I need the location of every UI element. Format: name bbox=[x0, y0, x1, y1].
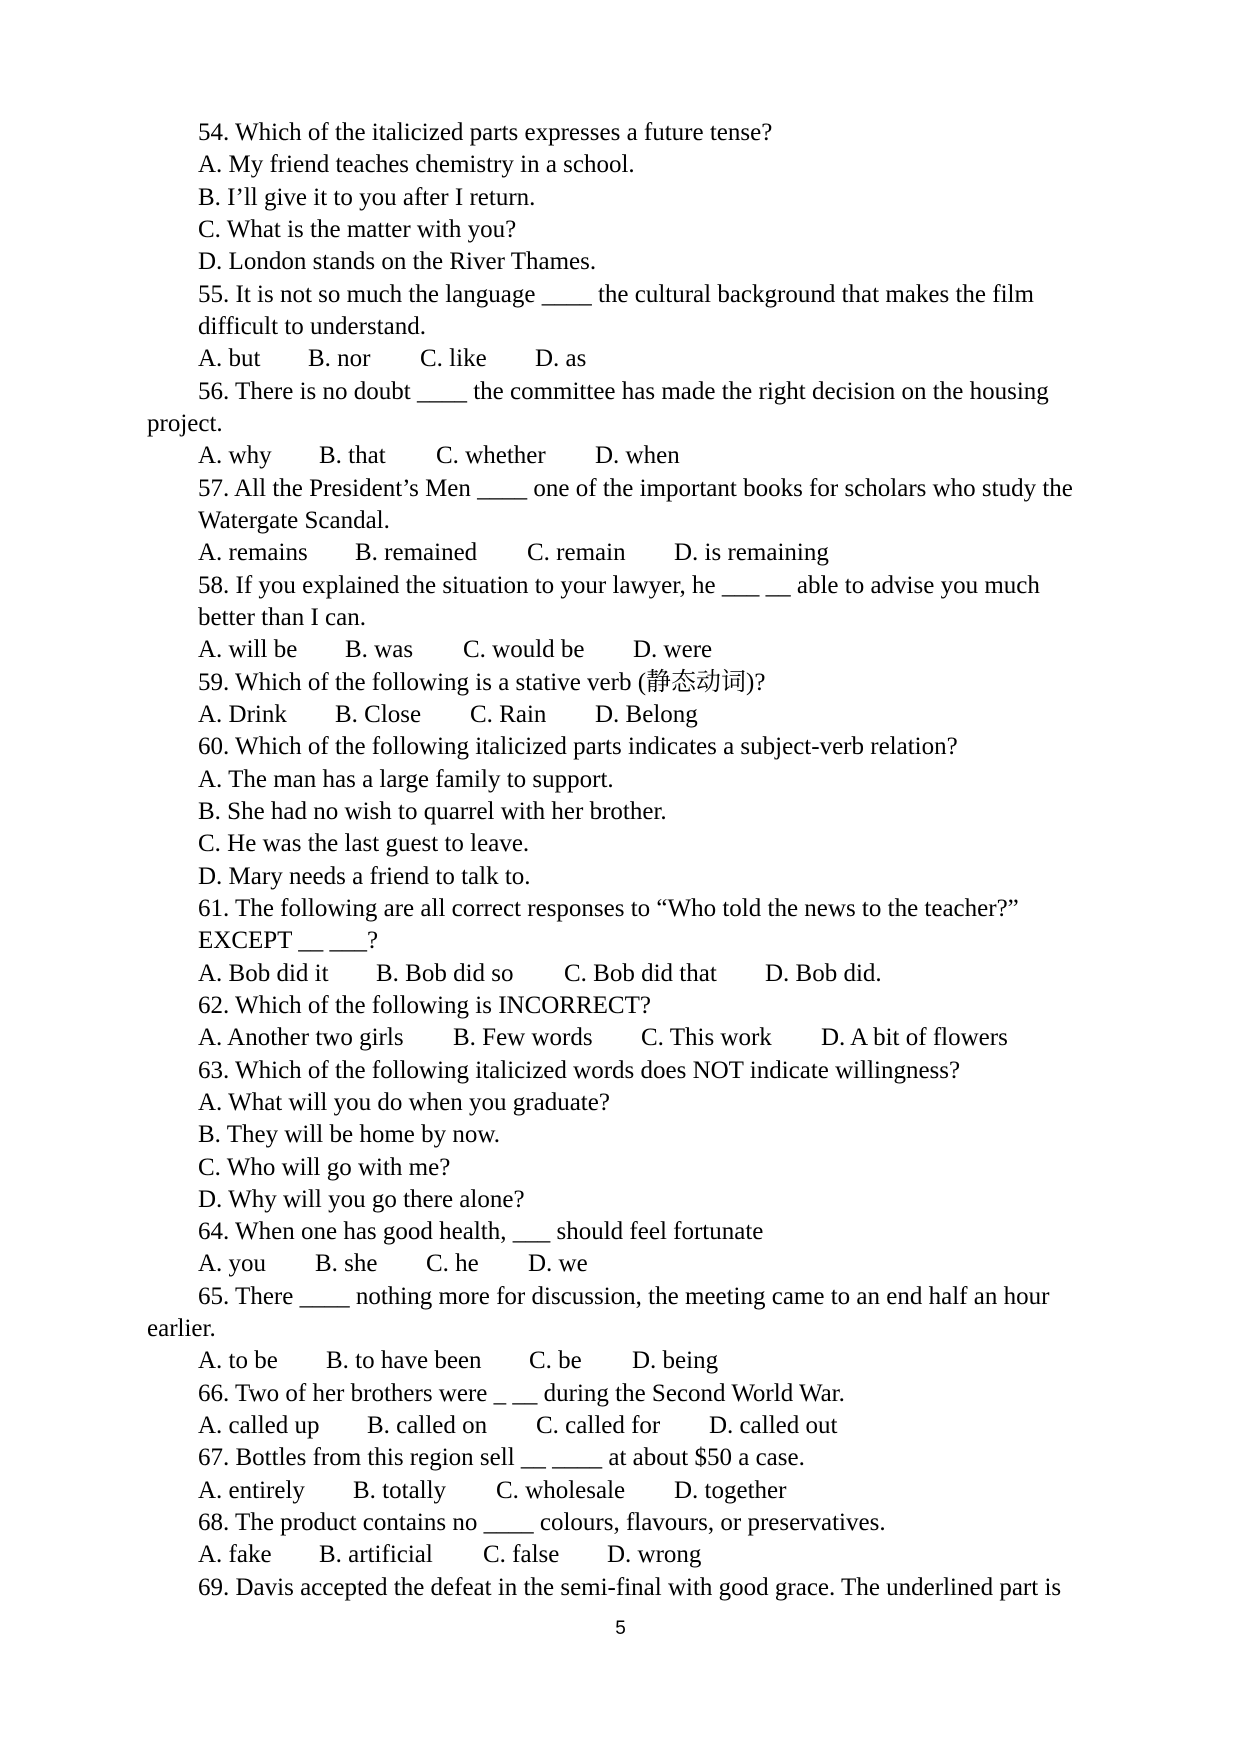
question-61-option-a: A. Bob did it bbox=[198, 959, 329, 987]
question-64-option-c: C. he bbox=[426, 1250, 479, 1278]
question-62 bbox=[198, 990, 1218, 1055]
question-61 bbox=[198, 893, 1218, 990]
question-59-stem-line-1: 59. Which of the following is a stative verb (静态动词)? bbox=[198, 668, 766, 696]
question-63-stem-line-1: 63. Which of the following italicized words does NOT indicate willingness? bbox=[198, 1056, 961, 1084]
question-60-stem-line-1: 60. Which of the following italicized parts indicates a subject-verb relation? bbox=[198, 733, 958, 761]
question-61-stem-line-2: EXCEPT __ ___? bbox=[198, 927, 379, 955]
question-67 bbox=[198, 1442, 1218, 1507]
question-61-option-c: C. Bob did that bbox=[564, 959, 717, 987]
question-68-option-a: A. fake bbox=[198, 1541, 272, 1569]
question-62-options bbox=[198, 1022, 1218, 1054]
question-64-option-d: D. we bbox=[528, 1250, 588, 1278]
question-62-option-c: C. This work bbox=[641, 1024, 772, 1052]
question-65-option-b: B. to have been bbox=[326, 1347, 482, 1375]
question-55-option-d: D. as bbox=[535, 345, 587, 373]
question-56-options bbox=[198, 440, 1218, 472]
question-62-option-d: D. A bit of flowers bbox=[821, 1024, 1008, 1052]
question-56-option-a: A. why bbox=[198, 442, 272, 470]
question-57-stem-line-1: 57. All the President’s Men ____ one of the important books for scholars who study the bbox=[198, 474, 1073, 502]
question-59-options bbox=[198, 699, 1218, 731]
question-67-option-a: A. entirely bbox=[198, 1476, 305, 1504]
question-67-options bbox=[198, 1475, 1218, 1507]
question-64-stem-line-1: 64. When one has good health, ___ should feel fortunate bbox=[198, 1218, 764, 1246]
question-68-options bbox=[198, 1539, 1218, 1571]
question-66-option-a: A. called up bbox=[198, 1412, 320, 1440]
question-68-option-c: C. false bbox=[483, 1541, 560, 1569]
question-63-option-c: C. Who will go with me? bbox=[198, 1153, 451, 1181]
question-59-option-d: D. Belong bbox=[595, 700, 698, 728]
question-63-option-a: A. What will you do when you graduate? bbox=[198, 1088, 610, 1116]
question-54 bbox=[198, 117, 1218, 279]
question-55-stem-line-1: 55. It is not so much the language ____ the cultural background that makes the film bbox=[198, 280, 1034, 308]
question-60 bbox=[198, 731, 1218, 893]
question-56-stem-line-1: 56. There is no doubt ____ the committee has made the right decision on the housing bbox=[198, 377, 1049, 405]
question-65 bbox=[147, 1281, 1218, 1378]
question-61-stem-line-1: 61. The following are all correct responses to “Who told the news to the teacher?” bbox=[198, 894, 1019, 922]
question-58-option-d: D. were bbox=[633, 636, 713, 664]
question-54-option-d: D. London stands on the River Thames. bbox=[198, 248, 597, 276]
question-57-option-d: D. is remaining bbox=[674, 539, 829, 567]
question-55-option-a: A. but bbox=[198, 345, 261, 373]
question-59-option-c: C. Rain bbox=[470, 700, 547, 728]
question-69-stem-line-1: 69. Davis accepted the defeat in the semi-final with good grace. The underlined part is bbox=[198, 1573, 1062, 1601]
question-64-option-a: A. you bbox=[198, 1250, 267, 1278]
question-63 bbox=[198, 1055, 1218, 1217]
question-list bbox=[147, 117, 1218, 1604]
question-57-stem-line-2: Watergate Scandal. bbox=[198, 506, 390, 534]
question-55-option-c: C. like bbox=[420, 345, 487, 373]
question-57-options bbox=[198, 537, 1218, 569]
question-61-option-b: B. Bob did so bbox=[376, 959, 514, 987]
question-62-stem-line-1: 62. Which of the following is INCORRECT? bbox=[198, 991, 651, 1019]
question-68-option-d: D. wrong bbox=[607, 1541, 702, 1569]
question-55-stem-line-2: difficult to understand. bbox=[198, 312, 426, 340]
question-66-option-d: D. called out bbox=[709, 1412, 838, 1440]
question-55-option-b: B. nor bbox=[308, 345, 371, 373]
question-65-options bbox=[198, 1345, 1218, 1377]
question-59-option-b: B. Close bbox=[335, 700, 422, 728]
question-60-option-d: D. Mary needs a friend to talk to. bbox=[198, 862, 531, 890]
question-69 bbox=[198, 1572, 1218, 1604]
question-58-options bbox=[198, 634, 1218, 666]
question-66-option-c: C. called for bbox=[536, 1412, 661, 1440]
question-58-stem-line-2: better than I can. bbox=[198, 603, 366, 631]
question-57-option-b: B. remained bbox=[355, 539, 478, 567]
question-66-stem-line-1: 66. Two of her brothers were _ __ during the Second World War. bbox=[198, 1379, 845, 1407]
question-65-stem-line-1: 65. There ____ nothing more for discussion, the meeting came to an end half an hour bbox=[198, 1282, 1050, 1310]
question-66-options bbox=[198, 1410, 1218, 1442]
question-57 bbox=[198, 473, 1218, 570]
question-56-option-b: B. that bbox=[319, 442, 386, 470]
question-56-option-c: C. whether bbox=[436, 442, 546, 470]
question-65-option-a: A. to be bbox=[198, 1347, 278, 1375]
question-59 bbox=[198, 667, 1218, 732]
page-number: 5 bbox=[615, 1618, 626, 1639]
question-55-options bbox=[198, 343, 1218, 375]
question-58-option-a: A. will be bbox=[198, 636, 298, 664]
question-61-options bbox=[198, 958, 1218, 990]
question-59-option-a: A. Drink bbox=[198, 700, 287, 728]
question-57-option-c: C. remain bbox=[527, 539, 626, 567]
question-67-option-c: C. wholesale bbox=[496, 1476, 626, 1504]
question-66-option-b: B. called on bbox=[367, 1412, 488, 1440]
question-55 bbox=[198, 279, 1218, 376]
question-60-option-b: B. She had no wish to quarrel with her brother. bbox=[198, 797, 667, 825]
question-64-option-b: B. she bbox=[315, 1250, 378, 1278]
question-54-option-b: B. I’ll give it to you after I return. bbox=[198, 183, 536, 211]
question-56 bbox=[147, 376, 1218, 473]
question-64-options bbox=[198, 1248, 1218, 1280]
question-68-option-b: B. artificial bbox=[319, 1541, 433, 1569]
question-65-option-d: D. being bbox=[632, 1347, 719, 1375]
question-64 bbox=[198, 1216, 1218, 1281]
question-56-stem-line-2: project. bbox=[147, 409, 223, 437]
question-62-option-b: B. Few words bbox=[453, 1024, 593, 1052]
question-62-option-a: A. Another two girls bbox=[198, 1024, 404, 1052]
question-54-option-c: C. What is the matter with you? bbox=[198, 215, 517, 243]
question-63-option-d: D. Why will you go there alone? bbox=[198, 1185, 525, 1213]
question-60-option-a: A. The man has a large family to support. bbox=[198, 765, 614, 793]
question-67-option-b: B. totally bbox=[353, 1476, 447, 1504]
question-68 bbox=[198, 1507, 1218, 1572]
question-58-option-c: C. would be bbox=[463, 636, 585, 664]
question-57-option-a: A. remains bbox=[198, 539, 308, 567]
question-54-stem-line-1: 54. Which of the italicized parts expresses a future tense? bbox=[198, 119, 773, 146]
question-60-option-c: C. He was the last guest to leave. bbox=[198, 830, 530, 858]
question-67-option-d: D. together bbox=[674, 1476, 787, 1504]
question-66 bbox=[198, 1378, 1218, 1443]
question-58-option-b: B. was bbox=[345, 636, 414, 664]
question-65-option-c: C. be bbox=[529, 1347, 582, 1375]
question-58-stem-line-1: 58. If you explained the situation to your lawyer, he ___ __ able to advise you much bbox=[198, 571, 1040, 599]
question-65-stem-line-2: earlier. bbox=[147, 1315, 216, 1343]
question-54-option-a: A. My friend teaches chemistry in a school. bbox=[198, 151, 635, 179]
question-68-stem-line-1: 68. The product contains no ____ colours, flavours, or preservatives. bbox=[198, 1509, 886, 1537]
question-61-option-d: D. Bob did. bbox=[765, 959, 882, 987]
question-67-stem-line-1: 67. Bottles from this region sell __ ____ at about $50 a case. bbox=[198, 1444, 805, 1472]
question-58 bbox=[198, 570, 1218, 667]
question-63-option-b: B. They will be home by now. bbox=[198, 1121, 501, 1149]
question-56-option-d: D. when bbox=[595, 442, 680, 470]
